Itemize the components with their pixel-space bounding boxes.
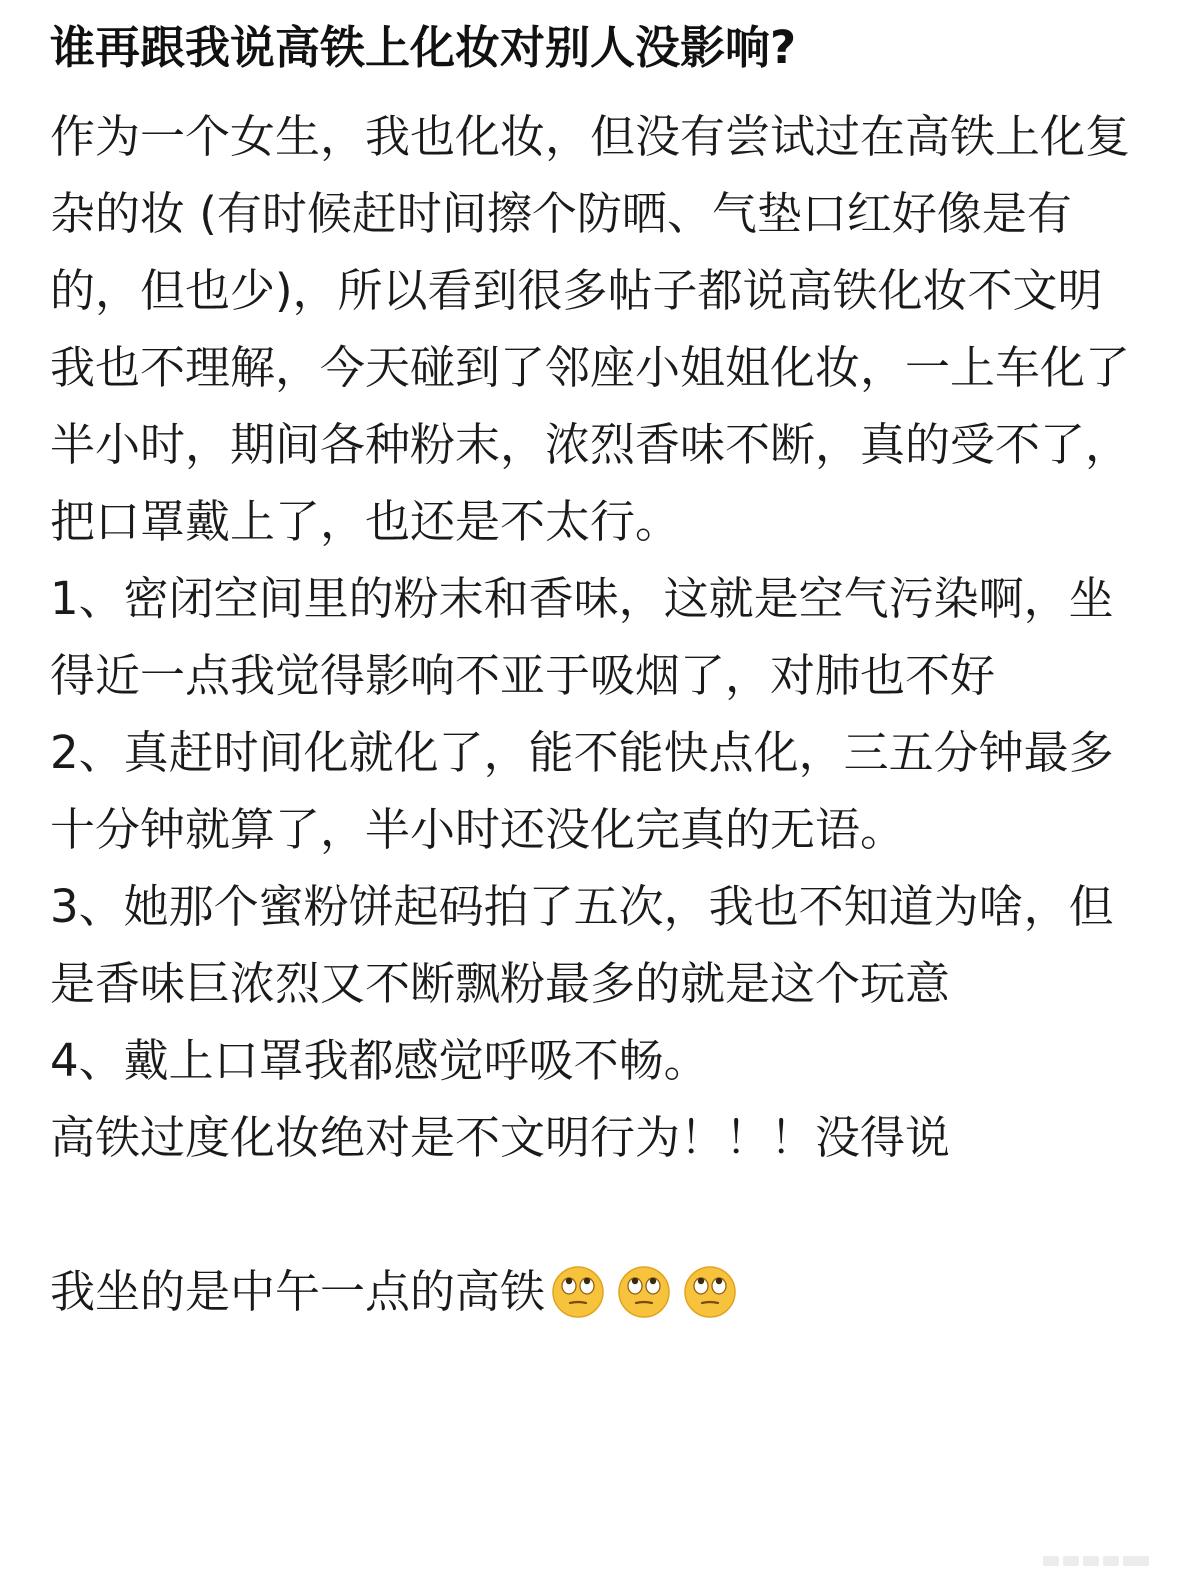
rolling-eyes-emoji [551, 1265, 605, 1319]
blank-line [50, 1176, 1130, 1253]
post-title: 谁再跟我说高铁上化妆对别人没影响? [50, 21, 797, 74]
post-paragraph-intro: 作为一个女生，我也化妆，但没有尝试过在高铁上化复杂的妆 (有时候赶时间擦个防晒、气垫口红好像是有的，但也少)，所以看到很多帖子都说高铁化妆不文明我也不理解，今天碰到了邻座小姐姐化妆，一上车化了半小时，期间各种粉末，浓烈香味不断，真的受不了，把口罩戴上了，也还是不太行。 [50, 110, 1131, 548]
post-body [50, 98, 1130, 1330]
post-paragraph-point-4: 4、戴上口罩我都感觉呼吸不畅。 [50, 1034, 709, 1087]
watermark-logo [1043, 1550, 1153, 1572]
rolling-eyes-emoji [683, 1265, 737, 1319]
post-last-line [50, 1253, 1130, 1330]
post-last-line-text: 我坐的是中午一点的高铁 [50, 1265, 546, 1318]
post-paragraph-point-3: 3、她那个蜜粉饼起码拍了五次，我也不知道为啥，但是香味巨浓烈又不断飘粉最多的就是这个玩意 [50, 880, 1114, 1010]
rolling-eyes-emoji [617, 1265, 671, 1319]
post-paragraph-point-2: 2、真赶时间化就化了，能不能快点化，三五分钟最多十分钟就算了，半小时还没化完真的无语。 [50, 726, 1114, 856]
post-paragraph-point-1: 1、密闭空间里的粉末和香味，这就是空气污染啊，坐得近一点我觉得影响不亚于吸烟了，对肺也不好 [50, 572, 1114, 702]
post-paragraph-conclusion: 高铁过度化妆绝对是不文明行为！！！没得说 [50, 1111, 951, 1164]
post [50, 12, 1130, 1330]
emoji-row [551, 1265, 737, 1319]
